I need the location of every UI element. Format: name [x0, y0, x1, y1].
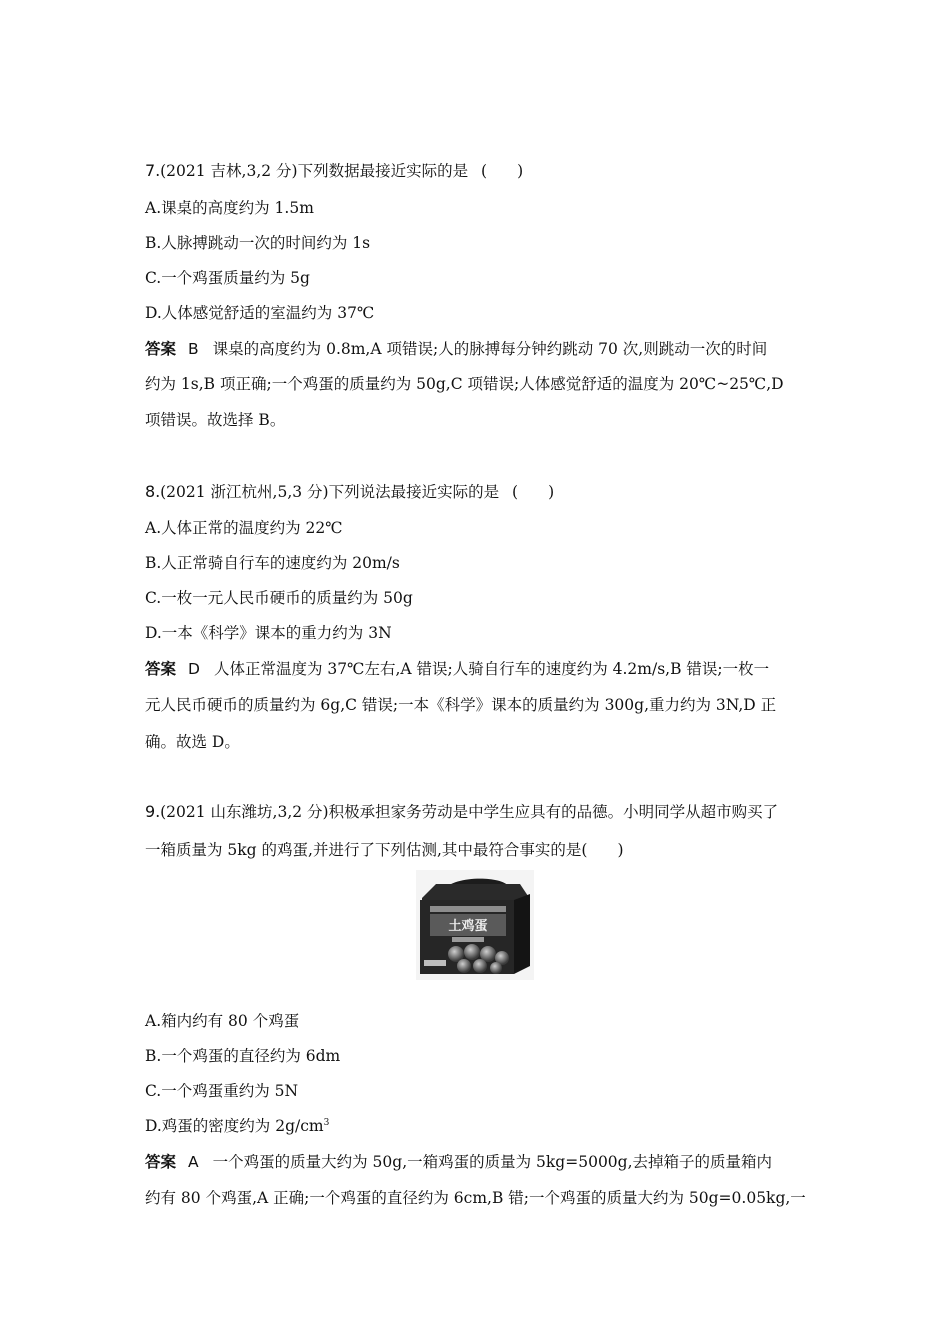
option-d: D.一本《科学》课本的重力约为 3N: [145, 624, 392, 642]
answer-paren-close: ): [517, 162, 524, 180]
egg-box-image: [416, 870, 534, 980]
egg: [473, 959, 487, 973]
option-b: B.一个鸡蛋的直径约为 6dm: [145, 1047, 341, 1065]
option-a: A.课桌的高度约为 1.5m: [145, 199, 314, 217]
egg: [490, 962, 502, 974]
box-subtitle-bar: [452, 937, 484, 942]
question-7-header: [145, 161, 523, 181]
option-b: B.人正常骑自行车的速度约为 20m/s: [145, 554, 400, 572]
question-stem: 下列数据最接近实际的是: [297, 162, 469, 180]
question-9-header: [145, 802, 778, 822]
option-c: C.一枚一元人民币硬币的质量约为 50g: [145, 589, 413, 607]
question-number: 7: [145, 161, 156, 180]
answer-paren-close: ): [548, 483, 555, 501]
option-d: D.人体感觉舒适的室温约为 37℃: [145, 304, 375, 322]
option-c: C.一个鸡蛋质量约为 5g: [145, 269, 310, 287]
option-d-superscript: 3: [323, 1117, 330, 1128]
box-lid: [422, 884, 528, 900]
answer-paren-open: (: [512, 483, 519, 501]
answer-label: 答案: [145, 1153, 177, 1171]
answer-paren-close: ): [617, 841, 624, 859]
question-8-header: [145, 482, 554, 502]
option-d-text: D.鸡蛋的密度约为 2g/cm: [145, 1117, 324, 1135]
option-c: C.一个鸡蛋重约为 5N: [145, 1082, 299, 1100]
answer-line: [145, 339, 767, 359]
explanation-line: 约为 1s,B 项正确;一个鸡蛋的质量约为 50g,C 项错误;人体感觉舒适的温度为 20℃~25℃,D: [145, 375, 784, 393]
answer-label: 答案: [145, 340, 177, 358]
question-source: .(2021 山东潍坊,3,2 分): [155, 803, 329, 821]
box-banner: [430, 906, 506, 912]
question-stem-line-2: [145, 840, 624, 860]
answer-line: [145, 659, 769, 679]
box-title-text: 土鸡蛋: [448, 919, 488, 934]
question-number: 9: [145, 802, 156, 821]
explanation-line: 约有 80 个鸡蛋,A 正确;一个鸡蛋的直径约为 6cm,B 错;一个鸡蛋的质量大约为 50g=0.05kg,一: [145, 1189, 806, 1207]
question-stem-line: 积极承担家务劳动是中学生应具有的品德。小明同学从超市购买了: [328, 803, 779, 821]
box-side: [514, 894, 530, 974]
egg: [457, 959, 471, 973]
option-d: [145, 1116, 329, 1136]
option-b: B.人脉搏跳动一次的时间约为 1s: [145, 234, 371, 252]
question-stem-line: 一箱质量为 5kg 的鸡蛋,并进行了下列估测,其中最符合事实的是(: [145, 841, 588, 859]
answer-line: [145, 1152, 772, 1172]
answer-letter: B: [188, 340, 199, 358]
option-a: A.人体正常的温度约为 22℃: [145, 519, 343, 537]
egg: [464, 944, 480, 960]
explanation-line: 元人民币硬币的质量约为 6g,C 错误;一本《科学》课本的质量约为 300g,重力约为 3N,D 正: [145, 696, 777, 714]
explanation-line: 人体正常温度为 37℃左右,A 错误;人骑自行车的速度约为 4.2m/s,B 错误;一枚一: [213, 660, 770, 678]
option-a: A.箱内约有 80 个鸡蛋: [145, 1012, 300, 1030]
question-source: .(2021 浙江杭州,5,3 分): [155, 483, 329, 501]
answer-paren-open: (: [481, 162, 488, 180]
explanation-line: 一个鸡蛋的质量大约为 50g,一箱鸡蛋的质量为 5kg=5000g,去掉箱子的质量箱内: [212, 1153, 773, 1171]
box-label-tag: [424, 960, 446, 966]
question-source: .(2021 吉林,3,2 分): [155, 162, 298, 180]
explanation-line: 课桌的高度约为 0.8m,A 项错误;人的脉搏每分钟约跳动 70 次,则跳动一次的时间: [212, 340, 768, 358]
explanation-line: 确。故选 D。: [145, 733, 240, 751]
question-stem: 下列说法最接近实际的是: [328, 483, 500, 501]
answer-label: 答案: [145, 660, 177, 678]
answer-letter: D: [188, 660, 200, 678]
answer-letter: A: [188, 1153, 199, 1171]
question-number: 8: [145, 482, 156, 501]
explanation-line: 项错误。故选择 B。: [145, 411, 286, 429]
